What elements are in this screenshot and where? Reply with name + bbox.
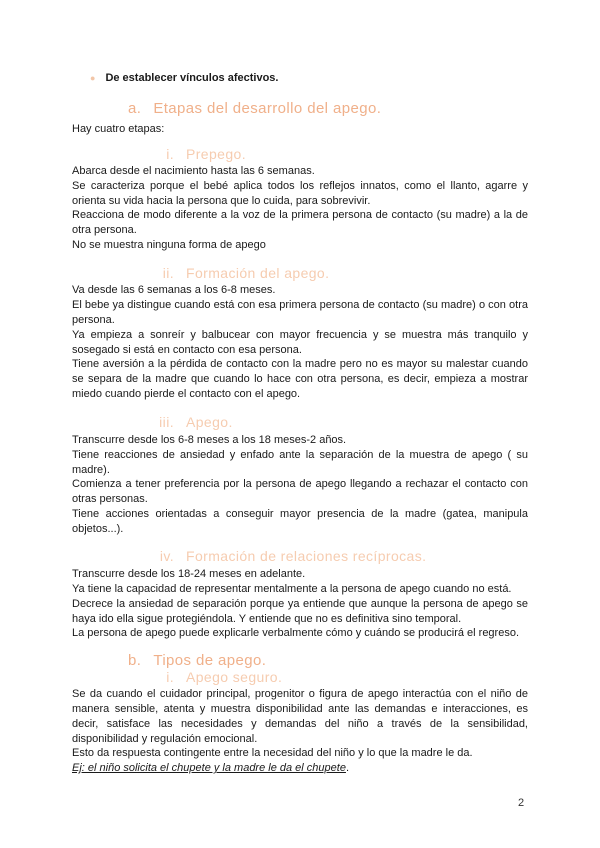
paragraph: Va desde las 6 semanas a los 6-8 meses. (72, 284, 276, 296)
paragraph: Tiene aversión a la pérdida de contacto con la madre pero no es mayor su malestar cuando se separa de la madre que cuando lo hace con otra persona, es decir, empieza a mostrar miedo cuando pierde el contacto con el apego. (72, 358, 528, 400)
paragraph: Abarca desde el nacimiento hasta las 6 semanas. (72, 165, 315, 177)
paragraph: Tiene reacciones de ansiedad y enfado ante la separación de la muestra de apego ( su madre). (72, 449, 528, 476)
bullet-text: De establecer vínculos afectivos. (105, 72, 279, 84)
paragraph: El bebe ya distingue cuando está con esa primera persona de contacto (su madre) o con otra persona. (72, 299, 528, 326)
paragraph: No se muestra ninguna forma de apego (72, 239, 266, 251)
example-line: Ej: el niño solicita el chupete y la madre le da el chupete. (72, 762, 350, 774)
paragraph: Se da cuando el cuidador principal, progenitor o figura de apego interactúa con el niño de manera sensible, atenta y muestra disponibilidad ante las demandas e interacciones, es decir, satisface las necesidades y demandas del niño a través de la sensibilidad, disponibilidad y regulación emocional. (72, 688, 528, 745)
heading-prepego: i. Prepego. (166, 146, 247, 162)
paragraph: Esto da respuesta contingente entre la necesidad del niño y lo que la madre le da. (72, 747, 473, 759)
paragraph: Reacciona de modo diferente a la voz de la primera persona de contacto (su madre) a la de otra persona. (72, 209, 528, 236)
example-text: Ej: el niño solicita el chupete y la madre le da el chupete (72, 762, 346, 774)
bullet-item (90, 72, 278, 84)
paragraph: Comienza a tener preferencia por la persona de apego llegando a rechazar el contacto con otras personas. (72, 478, 528, 505)
heading-formacion-apego: ii. Formación del apego. (162, 265, 330, 281)
paragraph: Transcurre desde los 6-8 meses a los 18 meses-2 años. (72, 434, 347, 446)
bullet-dot-icon: ● (90, 73, 96, 83)
heading-apego-seguro: i. Apego seguro. (166, 669, 283, 685)
paragraph: La persona de apego puede explicarle verbalmente cómo y cuándo se producirá el regreso. (72, 627, 520, 639)
heading-etapas: a. Etapas del desarrollo del apego. (128, 100, 382, 117)
heading-apego: iii. Apego. (159, 414, 233, 430)
heading-relaciones-reciprocas: iv. Formación de relaciones recíprocas. (159, 548, 427, 564)
paragraph: Decrece la ansiedad de separación porque ya entiende que aunque la persona de apego se haya ido ella sigue protegiéndola. Y entiende que no es definitiva sino temporal. (72, 598, 528, 625)
paragraph: Tiene acciones orientadas a conseguir mayor presencia de la madre (gatea, manipula objetos...). (72, 508, 528, 535)
intro-text: Hay cuatro etapas: (72, 123, 165, 135)
paragraph: Ya empieza a sonreír y balbucear con mayor frecuencia y se muestra más tranquilo y sosegado si está en contacto con esa persona. (72, 329, 528, 356)
page-number: 2 (518, 797, 525, 809)
paragraph: Se caracteriza porque el bebé aplica todos los reflejos innatos, como el llanto, agarre y orienta su vida hacia la persona que lo cuida, para sobrevivir. (72, 180, 528, 207)
heading-tipos-apego: b. Tipos de apego. (128, 652, 267, 669)
paragraph: Ya tiene la capacidad de representar mentalmente a la persona de apego cuando no está. (72, 583, 512, 595)
paragraph: Transcurre desde los 18-24 meses en adelante. (72, 568, 306, 580)
